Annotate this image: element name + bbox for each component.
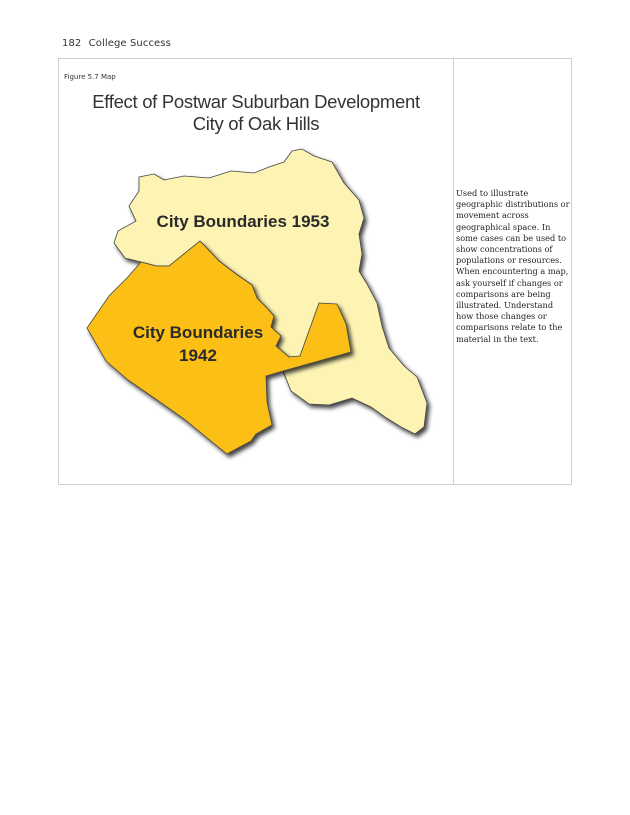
page-header [62, 38, 171, 49]
label-1953: City Boundaries 1953 [156, 212, 330, 231]
label-1942-line-1: City Boundaries [132, 323, 264, 342]
map-title-line-2: City of Oak Hills [192, 113, 320, 134]
map-figure [59, 59, 453, 484]
page-number: 182 [62, 38, 82, 49]
map-title-line-1: Effect of Postwar Suburban Development [92, 91, 420, 112]
column-divider [453, 59, 454, 484]
figure-label: Figure 5.7 Map [64, 73, 116, 81]
figure-description: Used to illustrate geographic distributions or movement across geographical space. In some cases can be used to show concentrations of populations or resources. When encountering a map, ask yourself if changes or comparisons are being illustrated. Understand how those changes or comparisons relate to the material in the text. [456, 188, 570, 344]
label-1942-line-2: 1942 [179, 346, 217, 365]
book-title: College Success [88, 38, 171, 49]
figure-table [58, 58, 572, 485]
